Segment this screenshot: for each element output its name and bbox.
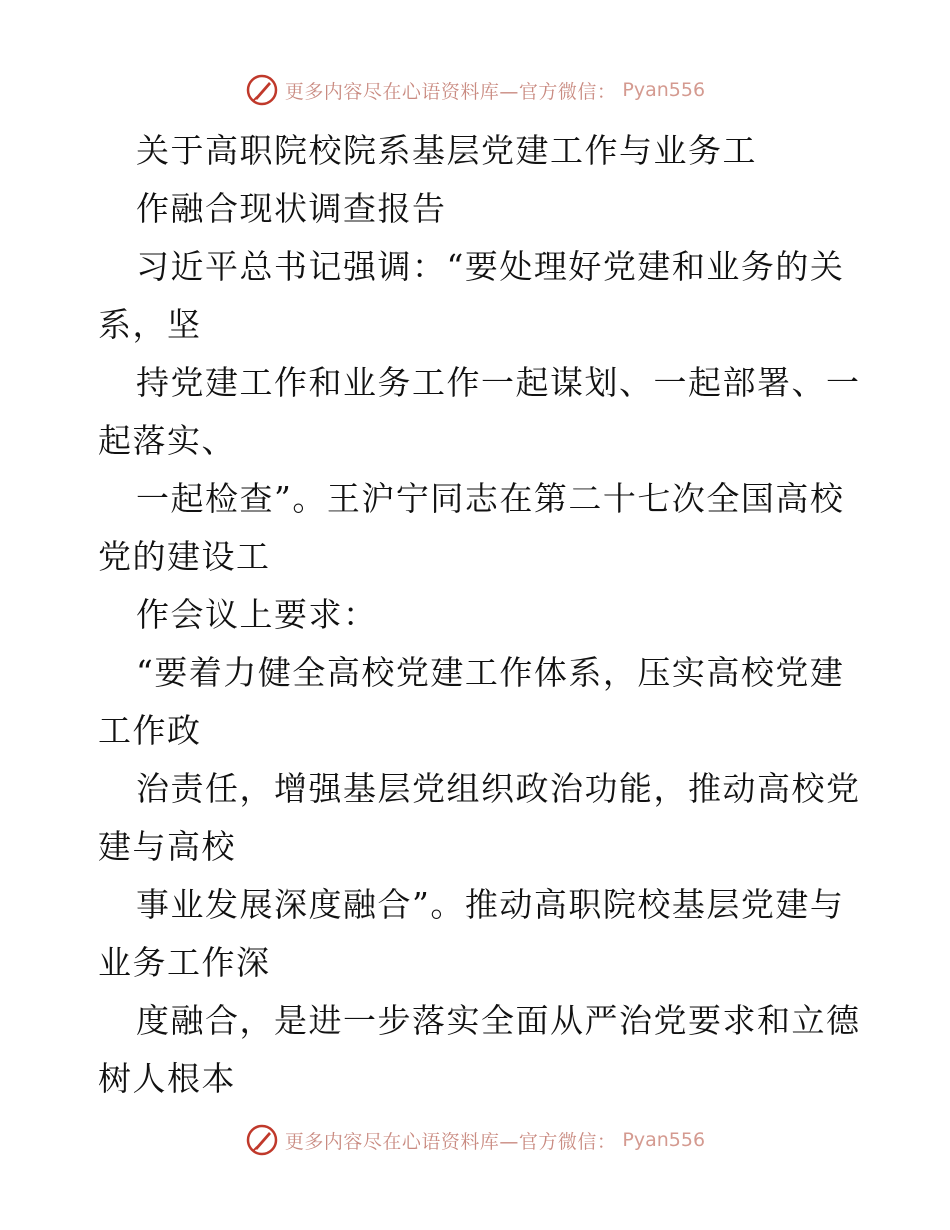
text-line: 工作政	[98, 711, 202, 750]
watermark-text: 更多内容尽在心语资料库—官方微信：	[284, 1130, 617, 1153]
text-line: 事业发展深度融合”。推动高职院校基层党建与	[136, 885, 845, 924]
header-watermark	[0, 72, 950, 108]
text-line: 起落实、	[98, 421, 236, 460]
text-line: 持党建工作和业务工作一起谋划、一起部署、一	[136, 363, 861, 402]
text-line: 业务工作深	[98, 943, 271, 982]
quill-logo-icon	[245, 1123, 279, 1157]
text-line: 治责任，增强基层党组织政治功能，推动高校党	[136, 769, 861, 808]
text-line: 作融合现状调查报告	[136, 189, 447, 228]
text-line: 作会议上要求：	[136, 595, 378, 634]
text-line: 树人根本	[98, 1059, 236, 1098]
watermark-account: Pyan556	[622, 79, 706, 101]
text-line: 党的建设工	[98, 537, 271, 576]
watermark-account: Pyan556	[622, 1129, 706, 1151]
document-body	[98, 122, 861, 1108]
text-line: 一起检查”。王沪宁同志在第二十七次全国高校	[136, 479, 845, 518]
text-line: “要着力健全高校党建工作体系，压实高校党建	[136, 653, 845, 692]
text-line: 关于高职院校院系基层党建工作与业务工	[136, 131, 757, 170]
footer-watermark	[0, 1122, 950, 1158]
watermark-text: 更多内容尽在心语资料库—官方微信：	[284, 80, 617, 103]
text-line: 习近平总书记强调：“要处理好党建和业务的关	[136, 247, 845, 286]
quill-logo-icon	[245, 73, 279, 107]
text-line: 建与高校	[98, 827, 236, 866]
text-line: 系，坚	[98, 305, 202, 344]
text-line: 度融合，是进一步落实全面从严治党要求和立德	[136, 1001, 861, 1040]
